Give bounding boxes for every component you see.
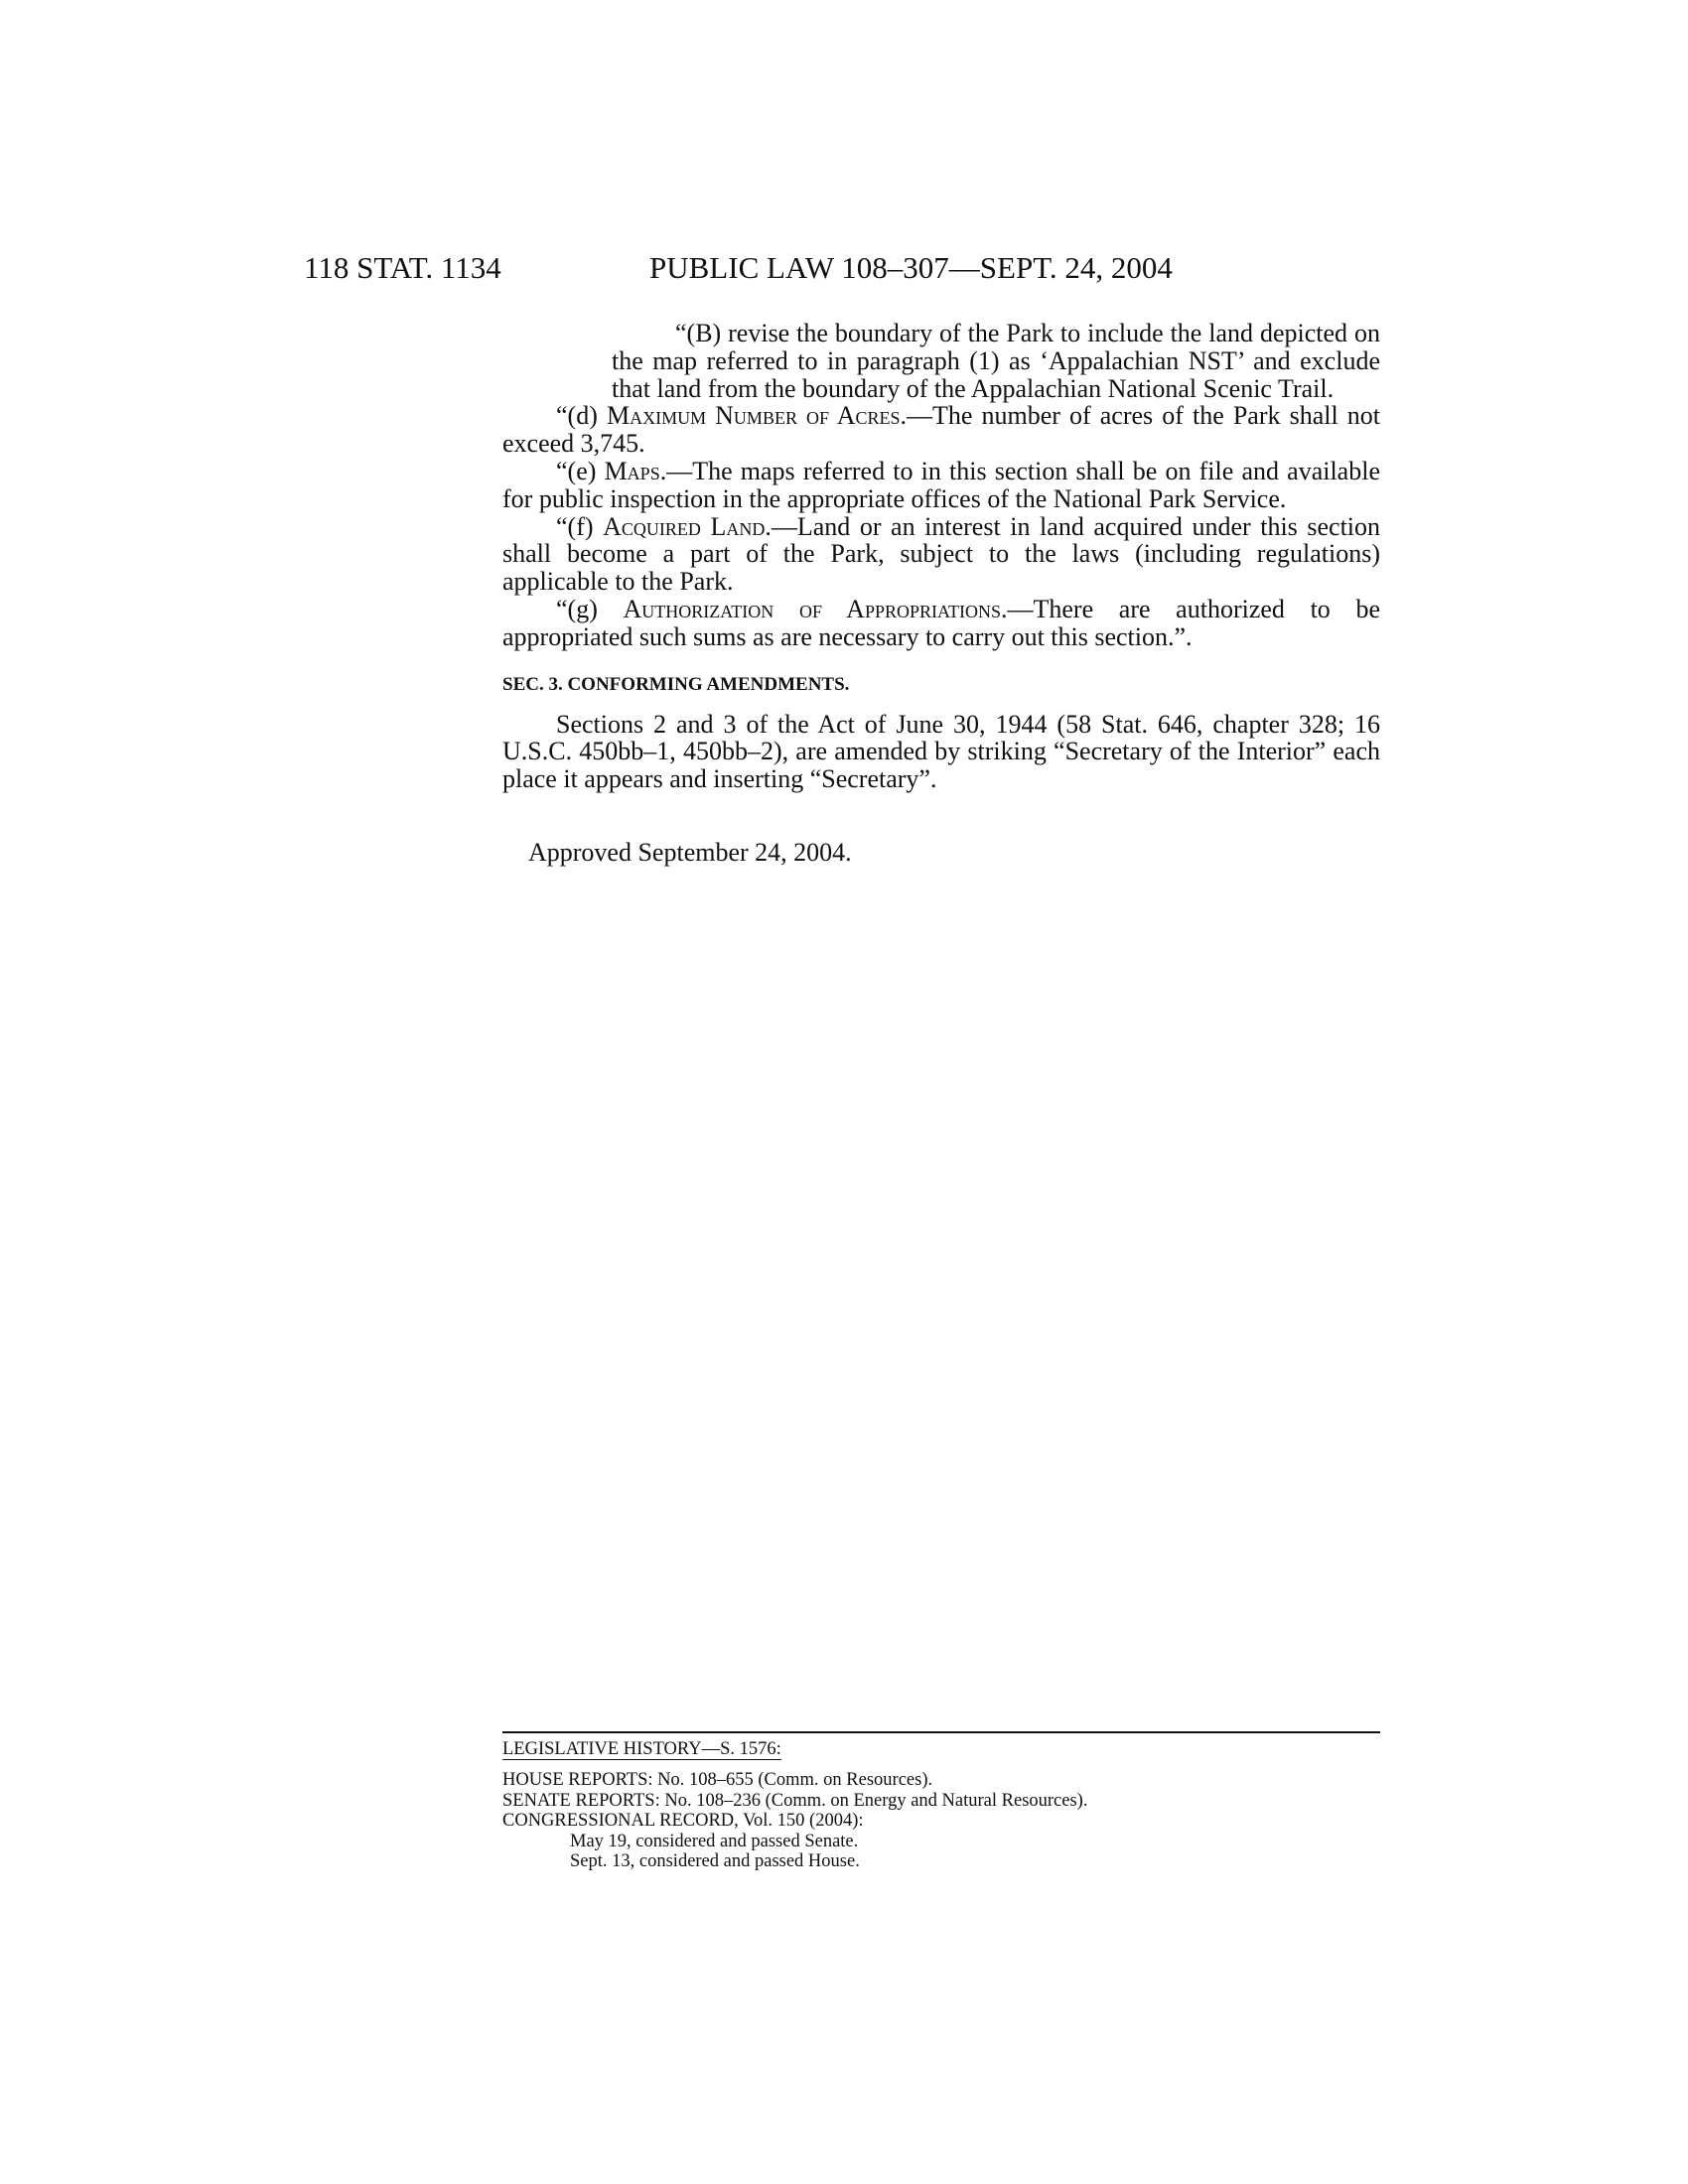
provision-e-label: “(e) bbox=[556, 456, 605, 485]
section-3-text: Sections 2 and 3 of the Act of June 30, 1944 (58 Stat. 646, chapter 328; 16 U.S.C. 450bb–1, 450bb–2), are amended by striking “Secretary of the Interior” each place it appears and inserting “Secretary”. bbox=[502, 709, 1380, 794]
provision-e-text: .—The maps referred to in this section shall be on file and available for public inspection in the appropriate offices of the National Park Service. bbox=[502, 456, 1380, 513]
provision-f-label: “(f) bbox=[556, 511, 604, 541]
provision-g-text: .—There are authorized to be appropriated such sums as are necessary to carry out this section.”. bbox=[502, 594, 1380, 651]
record-entry-house: Sept. 13, considered and passed House. bbox=[570, 1851, 860, 1871]
legislative-history-title: LEGISLATIVE HISTORY—S. 1576: bbox=[502, 1739, 781, 1759]
provision-d-heading: Maximum Number of Acres bbox=[606, 401, 901, 431]
provision-f-heading: Acquired Land bbox=[603, 511, 766, 541]
provision-g-label: “(g) bbox=[556, 594, 624, 623]
document-body bbox=[502, 320, 1380, 867]
legislative-history bbox=[502, 1731, 1380, 1872]
stat-citation: 118 STAT. 1134 bbox=[304, 250, 501, 285]
provision-e-heading: Maps bbox=[604, 456, 660, 485]
senate-reports-line: SENATE REPORTS: No. 108–236 (Comm. on Energy and Natural Resources). bbox=[502, 1790, 1088, 1811]
provision-d-label: “(d) bbox=[556, 401, 607, 431]
page-header bbox=[304, 248, 1227, 288]
approval-date: Approved September 24, 2004. bbox=[528, 837, 852, 867]
provision-b bbox=[612, 320, 1380, 402]
provision-f-text: .—Land or an interest in land acquired under this section shall become a part of the Park, subject to the laws (including regulations) applicable to the Park. bbox=[502, 511, 1381, 597]
law-title: PUBLIC LAW 108–307—SEPT. 24, 2004 bbox=[649, 250, 1173, 285]
provision-b-text: “(B) revise the boundary of the Park to include the land depicted on the map referred to in paragraph (1) as ‘Appalachian NST’ and exclude that land from the boundary of the Appalachian National Scenic Trail. bbox=[612, 319, 1380, 403]
section-3-heading: SEC. 3. CONFORMING AMENDMENTS. bbox=[502, 673, 850, 695]
congressional-record-line: CONGRESSIONAL RECORD, Vol. 150 (2004): bbox=[502, 1811, 864, 1831]
house-reports-line: HOUSE REPORTS: No. 108–655 (Comm. on Resources). bbox=[502, 1770, 933, 1790]
record-entry-senate: May 19, considered and passed Senate. bbox=[570, 1831, 859, 1851]
provision-g bbox=[502, 596, 1380, 651]
provision-d bbox=[502, 402, 1380, 458]
provision-f bbox=[502, 513, 1380, 596]
provision-d-text: .—The number of acres of the Park shall not exceed 3,745. bbox=[502, 401, 1381, 459]
provision-g-heading: Authorization of Appropriations bbox=[623, 594, 1001, 623]
provision-e bbox=[502, 458, 1380, 513]
